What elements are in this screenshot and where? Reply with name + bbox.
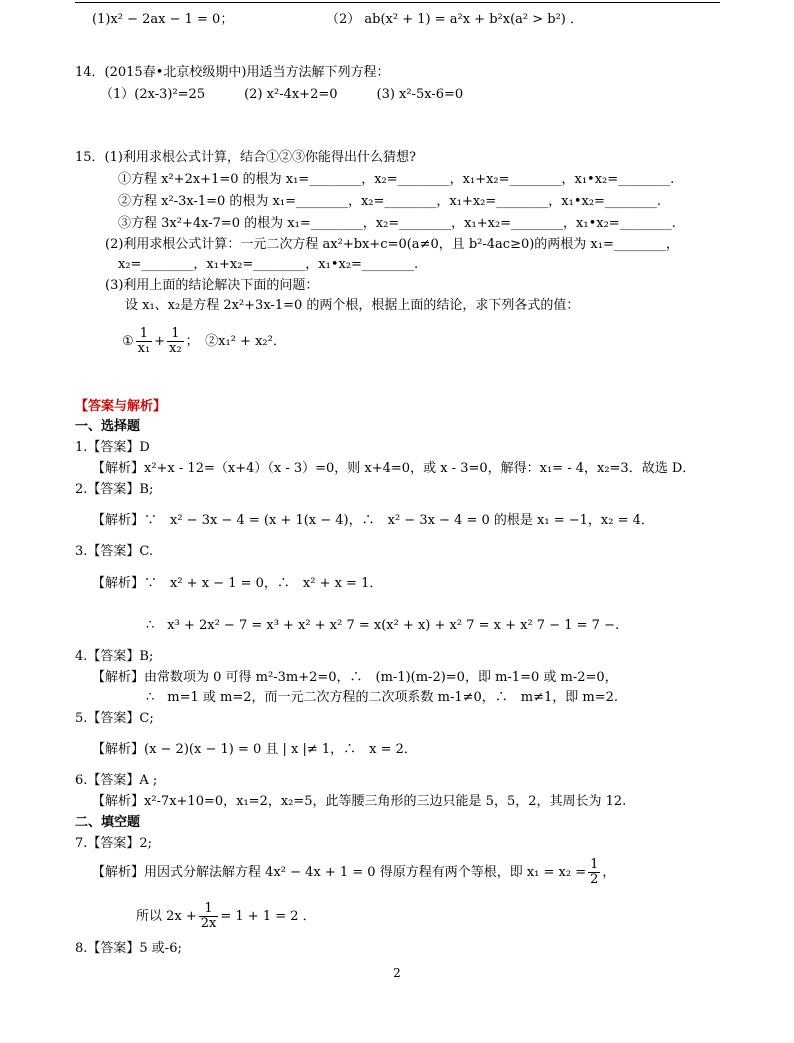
- answer-7: 7.【答案】2;: [75, 836, 153, 851]
- answer-5: 5.【答案】C;: [75, 711, 154, 726]
- answer-2: 2.【答案】B;: [75, 482, 154, 497]
- section-choice-title: 一、选择题: [75, 419, 141, 434]
- explanation-4-line2: ∴ m=1 或 m=2，而一元二次方程的二次项系数 m-1≠0，∴ m≠1，即 m=2.: [146, 690, 619, 705]
- answers-title: 【答案与解析】: [75, 399, 167, 414]
- q15-row-1: ①方程 x²+2x+1=0 的根为 x₁=________，x₂=________，x₁+x₂=________，x₁•x₂=________.: [118, 172, 675, 187]
- answer-3: 3.【答案】C.: [75, 544, 154, 559]
- explanation-3-line1: 【解析】∵ x² + x − 1 = 0，∴ x² + x = 1．: [92, 576, 383, 591]
- explanation-1: 【解析】x²+x - 12=（x+4）（x - 3）=0，则 x+4=0，或 x - 3=0，解得：x₁= - 4，x₂=3．故选 D．: [92, 461, 696, 476]
- top-equation-1: (1)x² − 2ax − 1 = 0；: [92, 12, 234, 27]
- explanation-3-line2: ∴ x³ + 2x² − 7 = x³ + x² + x² 7 = x(x² + x) + x² 7 = x + x² 7 − 1 = 7 −.: [146, 618, 620, 633]
- page-number: 2: [393, 966, 401, 980]
- q15-part2-line2: x₂=________，x₁+x₂=________，x₁•x₂=________.: [118, 257, 419, 272]
- explanation-5: 【解析】(x − 2)(x − 1) = 0 且 | x |≠ 1，∴ x = 2．: [92, 742, 417, 757]
- answer-8: 8.【答案】5 或-6;: [75, 941, 182, 956]
- top-equation-2: （2） ab(x² + 1) = a²x + b²x(a² > b²) ．: [326, 12, 583, 27]
- fraction-1-over-x1: $\frac{1}{\text{x₁}}$: [137, 326, 151, 356]
- explanation-7-line2-text: 所以 2x +: [136, 909, 197, 924]
- answer-4: 4.【答案】B;: [75, 649, 154, 664]
- explanation-2: 【解析】∵ x² − 3x − 4 = (x + 1(x − 4)，∴ x² − 3x − 4 = 0 的根是 x₁ = −1，x₂ = 4．: [92, 513, 654, 528]
- q15-fraction-expression: ① $\frac{1}{\text{x₁}}$ + $\frac{1}{\text{x₂}}$ ； ②x₁² + x₂²．: [122, 326, 286, 356]
- fraction-1-over-x2: $\frac{1}{\text{x₂}}$: [169, 326, 182, 356]
- fraction-one-half: $\frac{1}{2}$: [590, 857, 599, 887]
- q14-equations: （1）(2x-3)²=25 (2) x²-4x+2=0 (3) x²-5x-6=0: [100, 87, 464, 102]
- q14-heading: 14．(2015春•北京校级期中)用适当方法解下列方程：: [75, 65, 390, 80]
- fraction-rest: ； ②x₁² + x₂²．: [185, 334, 286, 349]
- explanation-7-line2: 所以 2x + $\frac{1}{2x}$ = 1 + 1 = 2 ．: [136, 901, 316, 931]
- q15-part3-line2: 设 x₁、x₂是方程 2x²+3x-1=0 的两个根，根据上面的结论，求下列各式的值：: [125, 298, 580, 313]
- q15-part2-line1: (2)利用求根公式计算：一元二次方程 ax²+bx+c=0(a≠0，且 b²-4ac≥0)的两根为 x₁=________，: [105, 237, 679, 252]
- q15-row-3: ③方程 3x²+4x-7=0 的根为 x₁=________，x₂=________，x₁+x₂=________，x₁•x₂=________.: [118, 216, 676, 231]
- circle-one-label: ①: [122, 334, 134, 349]
- q15-row-2: ②方程 x²-3x-1=0 的根为 x₁=________，x₂=________，x₁+x₂=________，x₁•x₂=________.: [118, 194, 662, 209]
- explanation-4-line1: 【解析】由常数项为 0 可得 m²-3m+2=0，∴ (m-1)(m-2)=0，即 m-1=0 或 m-2=0，: [92, 670, 618, 685]
- explanation-7-line1-text: 【解析】用因式分解法解方程 4x² − 4x + 1 = 0 得原方程有两个等根，即 x₁ = x₂ =: [92, 865, 587, 880]
- explanation-6: 【解析】x²-7x+10=0，x₁=2，x₂=5，此等腰三角形的三边只能是 5，5，2，其周长为 12.: [92, 794, 627, 809]
- q15-part3-line1: (3)利用上面的结论解决下面的问题：: [105, 278, 319, 293]
- fraction-1-over-2x: $\frac{1}{2x}$: [200, 901, 217, 931]
- header-rule: [75, 2, 720, 3]
- section-fill-title: 二、填空题: [75, 815, 141, 830]
- q15-heading: 15．(1)利用求根公式计算，结合①②③你能得出什么猜想?: [75, 150, 416, 165]
- answer-6: 6.【答案】A ;: [75, 773, 158, 788]
- answer-1: 1.【答案】D: [75, 440, 150, 455]
- explanation-7-line1: 【解析】用因式分解法解方程 4x² − 4x + 1 = 0 得原方程有两个等根，即 x₁ = x₂ = $\frac{1}{2}$ ，: [92, 857, 616, 887]
